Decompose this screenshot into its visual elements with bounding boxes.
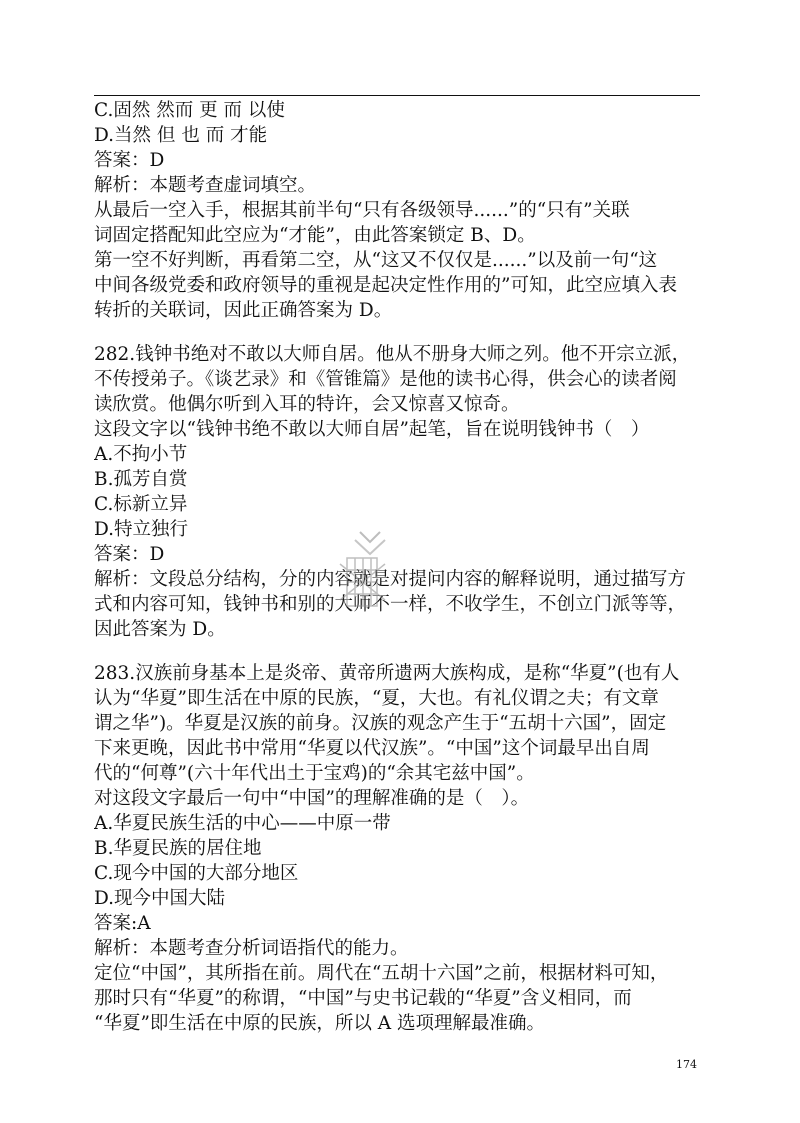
passage-line: 读欣赏。他偶尔听到入耳的特许，会又惊喜又惊奇。 (94, 394, 520, 415)
analysis-line: “华夏”即生活在中原的民族，所以 A 选项理解最准确。 (94, 1013, 546, 1034)
analysis-line: 式和内容可知，钱钟书和别的大师不一样，不收学生，不创立门派等等， (94, 594, 687, 615)
passage-line: 283.汉族前身基本上是炎帝、黄帝所遗两大族构成，是称“华夏”(也有人 (94, 663, 680, 684)
option-c: C.固然 然而 更 而 以使 (94, 100, 285, 121)
analysis-line: 解析：本题考查虚词填空。 (94, 175, 317, 196)
analysis-line: 那时只有“华夏”的称谓，“中国”与史书记载的“华夏”含义相同，而 (94, 988, 632, 1009)
question-stem: 对这段文字最后一句中“中国”的理解准确的是（ ）。 (94, 788, 530, 809)
passage-line: 代的“何尊”(六十年代出土于宝鸡)的“余其宅兹中国”。 (94, 763, 535, 784)
analysis-line: 词固定搭配知此空应为“才能”，由此答案锁定 B、D。 (94, 225, 536, 246)
passage-line: 不传授弟子。《谈艺录》和《管锥篇》是他的读书心得，供会心的读者阅 (94, 369, 677, 390)
option-d: D.当然 但 也 而 才能 (94, 125, 268, 146)
question-stem: 这段文字以“钱钟书绝不敢以大师自居”起笔，旨在说明钱钟书（ ） (94, 419, 650, 440)
option-d: D.现今中国大陆 (94, 888, 226, 909)
answer: 答案：D (94, 544, 165, 565)
option-c: C.标新立异 (94, 494, 188, 515)
option-a: A.不拘小节 (94, 444, 188, 465)
answer: 答案：D (94, 150, 165, 171)
passage-line: 谓之华”)。华夏是汉族的前身。汉族的观念产生于“五胡十六国”，固定 (94, 713, 667, 734)
analysis-line: 转折的关联词，因此正确答案为 D。 (94, 300, 393, 321)
analysis-line: 定位“中国”，其所指在前。周代在“五胡十六国”之前，根据材料可知， (94, 963, 669, 984)
option-d: D.特立独行 (94, 519, 189, 540)
option-b: B.孤芳自赏 (94, 469, 188, 490)
header-rule (94, 95, 700, 96)
option-b: B.华夏民族的居住地 (94, 838, 262, 859)
page-number: 174 (676, 1058, 697, 1071)
analysis-line: 解析：文段总分结构，分的内容就是对提问内容的解释说明，通过描写方 (94, 569, 687, 590)
passage-line: 认为“华夏”即生活在中原的民族，“夏，大也。有礼仪谓之夫；有文章 (94, 688, 659, 709)
answer: 答案:A (94, 913, 151, 934)
watermark-logo-icon (325, 520, 415, 620)
analysis-line: 第一空不好判断，再看第二空，从“这又不仅仅是......”以及前一句“这 (94, 250, 658, 271)
passage-line: 下来更晚，因此书中常用“华夏以代汉族”。“中国”这个词最早出自周 (94, 738, 650, 759)
analysis-line: 从最后一空入手，根据其前半句“只有各级领导......”的“只有”关联 (94, 200, 630, 221)
analysis-line: 因此答案为 D。 (94, 619, 226, 640)
analysis-line: 中间各级党委和政府领导的重视是起决定性作用的”可知，此空应填入表 (94, 275, 677, 296)
option-c: C.现今中国的大部分地区 (94, 863, 299, 884)
passage-line: 282.钱钟书绝对不敢以大师自居。他从不册身大师之列。他不开宗立派， (94, 344, 691, 365)
analysis-line: 解析：本题考查分析词语指代的能力。 (94, 938, 409, 959)
option-a: A.华夏民族生活的中心——中原一带 (94, 813, 391, 834)
